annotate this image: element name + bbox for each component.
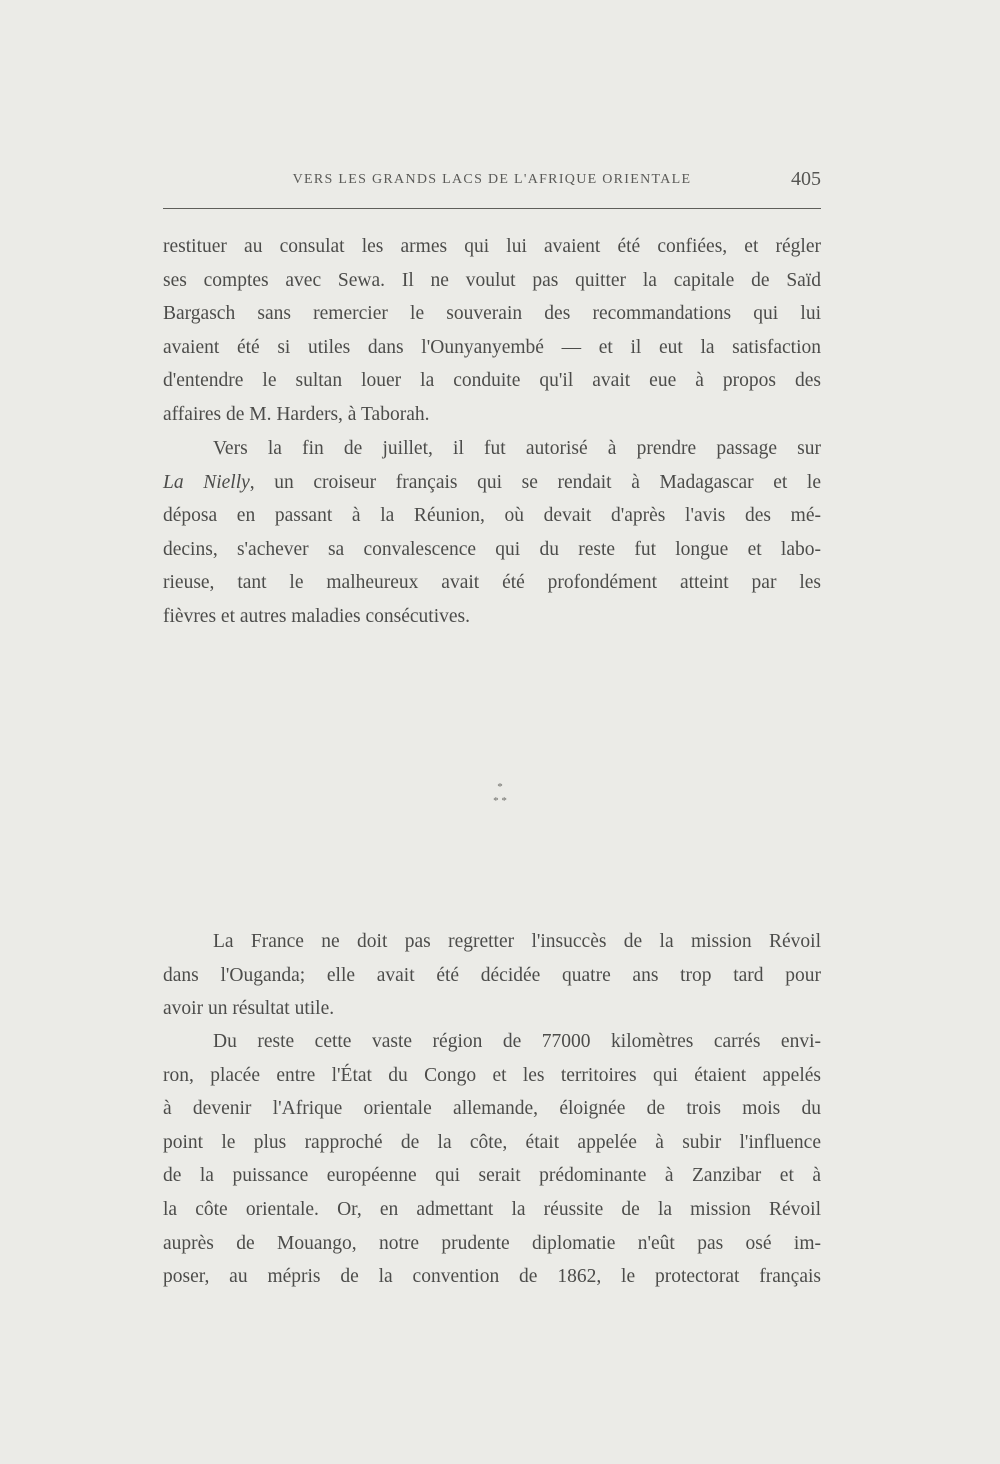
text-line: déposa en passant à la Réunion, où devait d'après l'avis des mé- bbox=[163, 505, 821, 527]
header-rule bbox=[163, 208, 821, 209]
text-line: ron, placée entre l'État du Congo et les territoires qui étaient appelés bbox=[163, 1064, 821, 1086]
running-title: VERS LES GRANDS LACS DE L'AFRIQUE ORIENTALE bbox=[292, 172, 692, 187]
paragraph-4 bbox=[163, 1025, 821, 1294]
text-line: fièvres et autres maladies consécutives. bbox=[163, 605, 471, 627]
text-fragment: , un croiseur français qui se rendait à Madagascar et le bbox=[249, 471, 822, 493]
paragraph-3 bbox=[163, 925, 821, 1026]
text-line: Bargasch sans remercier le souverain des recommandations qui lui bbox=[163, 303, 821, 325]
separator-bottom-stars: * * bbox=[493, 795, 507, 807]
text-line: la côte orientale. Or, en admettant la réussite de la mission Révoil bbox=[163, 1198, 821, 1220]
text-line: restituer au consulat les armes qui lui avaient été confiées, et régler bbox=[163, 236, 821, 257]
section-separator bbox=[470, 782, 530, 807]
text-line: Vers la fin de juillet, il fut autorisé à prendre passage sur bbox=[213, 438, 821, 459]
text-line: à devenir l'Afrique orientale allemande, éloignée de trois mois du bbox=[163, 1098, 821, 1120]
page-number: 405 bbox=[791, 168, 821, 190]
running-header bbox=[163, 168, 821, 194]
text-line: dans l'Ouganda; elle avait été décidée quatre ans trop tard pour bbox=[163, 964, 821, 986]
text-line: auprès de Mouango, notre prudente diplomatie n'eût pas osé im- bbox=[163, 1232, 821, 1254]
text-line: avoir un résultat utile. bbox=[163, 998, 335, 1020]
text-line: point le plus rapproché de la côte, était appelée à subir l'influence bbox=[163, 1131, 821, 1153]
ship-name: La Nielly bbox=[163, 471, 250, 493]
text-line: La France ne doit pas regretter l'insuccès de la mission Révoil bbox=[213, 931, 821, 952]
paragraph-2 bbox=[163, 432, 821, 634]
text-line: rieuse, tant le malheureux avait été profondément atteint par les bbox=[163, 572, 821, 594]
text-line: ses comptes avec Sewa. Il ne voulut pas quitter la capitale de Saïd bbox=[163, 269, 821, 291]
text-line bbox=[163, 466, 821, 500]
text-line: Du reste cette vaste région de 77000 kilomètres carrés envi- bbox=[213, 1031, 821, 1052]
text-line: decins, s'achever sa convalescence qui du reste fut longue et labo- bbox=[163, 538, 821, 560]
text-line: avaient été si utiles dans l'Ounyanyembé — et il eut la satisfaction bbox=[163, 336, 821, 358]
separator-top-star: * bbox=[497, 781, 503, 793]
paragraph-1 bbox=[163, 230, 821, 432]
text-line: affaires de M. Harders, à Taborah. bbox=[163, 403, 430, 425]
text-line: de la puissance européenne qui serait prédominante à Zanzibar et à bbox=[163, 1165, 821, 1187]
text-line: poser, au mépris de la convention de 1862, le protectorat français bbox=[163, 1266, 821, 1288]
text-line: d'entendre le sultan louer la conduite qu'il avait eue à propos des bbox=[163, 370, 821, 392]
